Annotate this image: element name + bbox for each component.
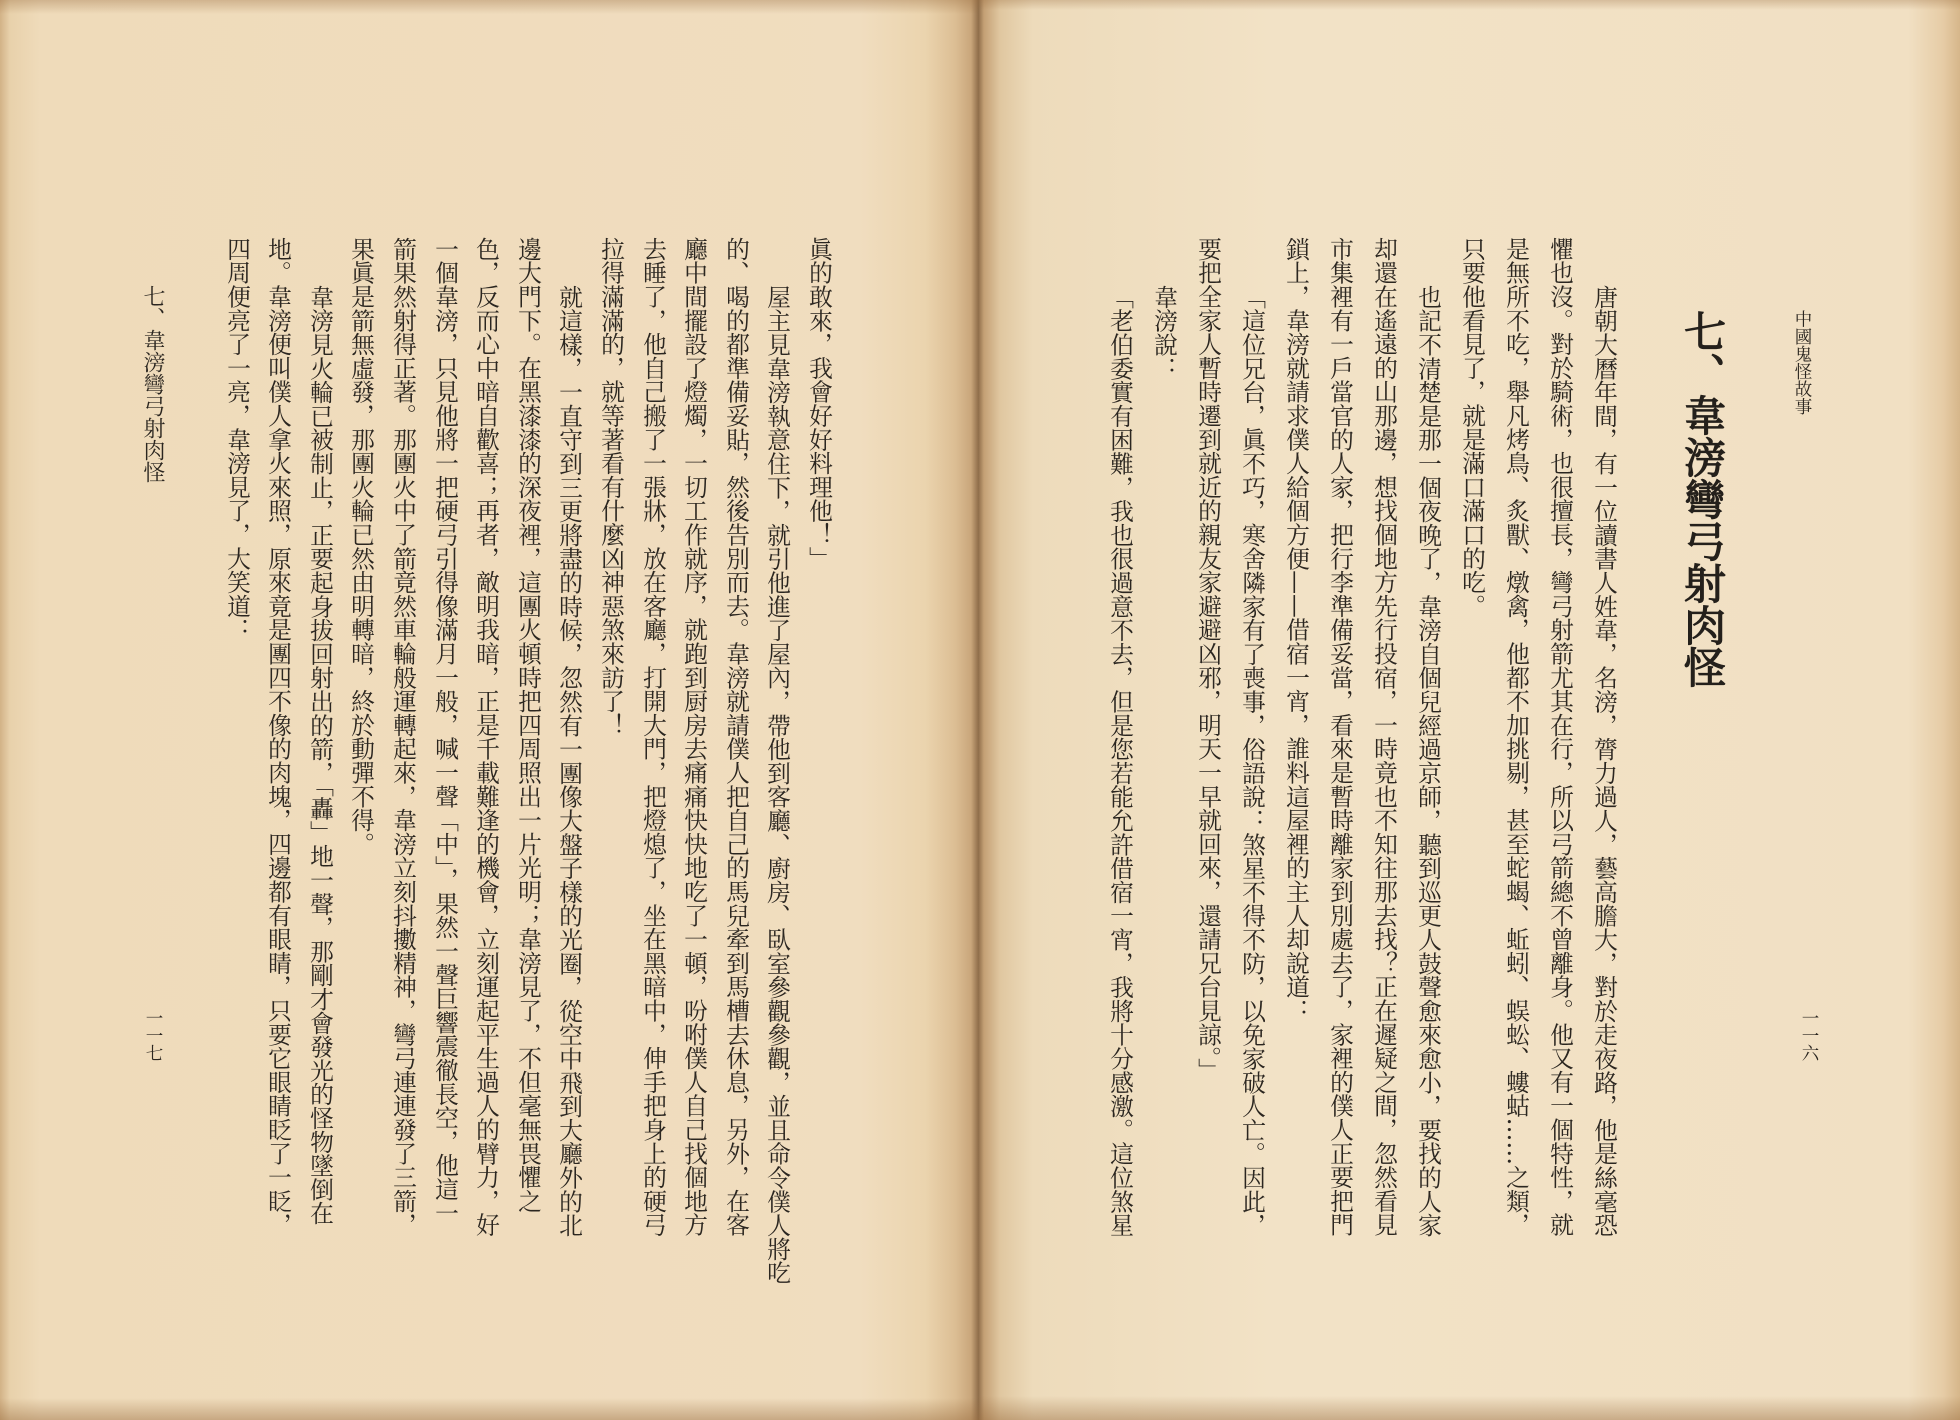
right-page bbox=[978, 0, 1960, 1420]
text-column: 箭果然射得正著。那團火中了箭竟然車輪般運轉起來，韋滂立刻抖擻精神，彎弓連連發了三箭， bbox=[389, 237, 417, 1237]
text-column: 是無所不吃，舉凡烤鳥、炙獸、燉禽，他都不加挑剔，甚至蛇蝎、蚯蚓、蜈蚣、螻蛄……之類， bbox=[1502, 237, 1530, 1237]
text-column: 去睡了，他自己搬了一張牀，放在客廳，打開大門，把燈熄了，坐在黑暗中，伸手把身上的硬弓 bbox=[639, 237, 667, 1237]
text-column: 地。韋滂便叫僕人拿火來照，原來竟是團四不像的肉塊，四邊都有眼睛，只要它眼睛眨了一眨， bbox=[264, 237, 292, 1237]
text-column: 唐朝大曆年間，有一位讀書人姓韋，名滂，膂力過人，藝高膽大，對於走夜路，他是絲毫恐 bbox=[1590, 284, 1618, 1237]
text-column: 的、喝的都準備妥貼，然後告別而去。韋滂就請僕人把自己的馬兒牽到馬槽去休息，另外，在客 bbox=[722, 237, 750, 1237]
page-number: 一一六 bbox=[1799, 1009, 1819, 1062]
text-column: 屋主見韋滂執意住下，就引他進了屋內，帶他到客廳、廚房、臥室參觀參觀，並且命令僕人將吃 bbox=[763, 284, 791, 1285]
text-column: 只要他看見了，就是滿口滿口的吃。 bbox=[1458, 237, 1486, 618]
page-number: 一一七 bbox=[143, 1009, 163, 1062]
text-column: 四周便亮了一亮，韋滂見了，大笑道： bbox=[223, 237, 251, 642]
running-title: 七、韋滂彎弓射肉怪 bbox=[140, 285, 165, 483]
text-column: 「這位兄台，眞不巧，寒舍隣家有了喪事，俗語說：煞星不得不防，以免家破人亡。因此， bbox=[1238, 284, 1266, 1237]
chapter-title: 七、韋滂彎弓射肉怪 bbox=[1678, 310, 1727, 688]
text-column: 鎖上，韋滂就請求僕人給個方便——借宿一宵，誰料這屋裡的主人却說道： bbox=[1282, 237, 1310, 1023]
text-column: 韋滂說： bbox=[1150, 284, 1178, 380]
text-column: 却還在遙遠的山那邊，想找個地方先行投宿，一時竟也不知往那去找？正在遲疑之間，忽然看見 bbox=[1370, 237, 1398, 1237]
text-column: 市集裡有一戶當官的人家，把行李準備妥當，看來是暫時離家到別處去了，家裡的僕人正要把門 bbox=[1326, 237, 1354, 1237]
text-column: 邊大門下。在黑漆漆的深夜裡，這團火頓時把四周照出一片光明；韋滂見了，不但毫無畏懼之 bbox=[514, 237, 542, 1213]
text-column: 也記不清楚是那一個夜晚了，韋滂自個兒經過京師，聽到巡更人鼓聲愈來愈小，要找的人家 bbox=[1414, 284, 1442, 1237]
text-column: 韋滂見火輪已被制止，正要起身拔回射出的箭，「轟」地一聲，那剛才會發光的怪物墜倒在 bbox=[306, 284, 334, 1225]
text-column: 就這樣，一直守到三更將盡的時候，忽然有一團像大盤子樣的光圈，從空中飛到大廳外的北 bbox=[555, 284, 583, 1237]
text-column: 眞的敢來，我會好好料理他！」 bbox=[805, 237, 833, 571]
running-header: 中國鬼怪故事 bbox=[1792, 310, 1812, 415]
text-column: 一個韋滂，只見他將一把硬弓引得像滿月一般，喊一聲「中」，果然一聲巨響震徹長空，他這一 bbox=[431, 237, 459, 1225]
text-column: 果眞是箭無虛發，那團火輪已然由明轉暗，終於動彈不得。 bbox=[347, 237, 375, 856]
text-column: 要把全家人暫時遷到就近的親友家避避凶邪，明天一早就回來，還請兄台見諒。」 bbox=[1194, 237, 1222, 1082]
text-column: 拉得滿滿的，就等著看有什麼凶神惡煞來訪了！ bbox=[597, 237, 625, 737]
text-column: 懼也沒。對於騎術，也很擅長，彎弓射箭尤其在行，所以弓箭總不曾離身。他又有一個特性，就 bbox=[1546, 237, 1574, 1237]
text-column: 「老伯委實有困難，我也很過意不去，但是您若能允許借宿一宵，我將十分感激。這位煞星 bbox=[1106, 284, 1134, 1237]
text-column: 廳中間擺設了燈燭，一切工作就序，就跑到厨房去痛痛快快地吃了一頓，吩咐僕人自己找個地方 bbox=[680, 237, 708, 1237]
text-column: 色，反而心中暗自歡喜；再者，敵明我暗，正是千載難逢的機會，立刻運起平生過人的臂力，好 bbox=[472, 237, 500, 1237]
left-page bbox=[0, 0, 978, 1420]
